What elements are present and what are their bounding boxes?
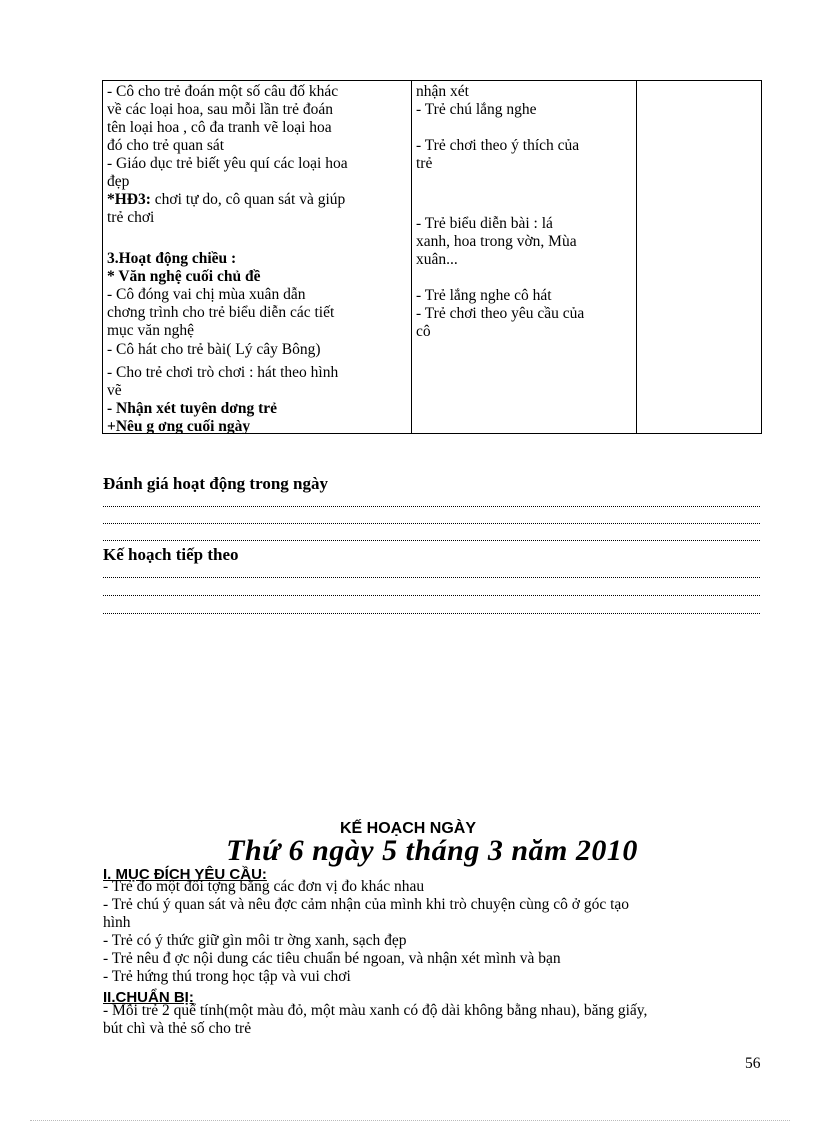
- objective-line: - Trẻ nêu đ ợc nội dung các tiêu chuẩn bé ngoan, và nhận xét mình và bạn: [103, 950, 561, 967]
- table-line: - Cô cho trẻ đoán một số câu đố khác: [107, 83, 339, 100]
- objective-line: - Trẻ đo một đối tợng bằng các đơn vị đo khác nhau: [103, 878, 425, 895]
- dotted-line: [103, 540, 760, 541]
- section-objectives-heading: I. MỤC ĐÍCH YÊU CẦU:: [103, 866, 267, 883]
- table-line: về các loại hoa, sau mỗi lần trẻ đoán: [107, 101, 333, 118]
- dotted-line: [103, 506, 760, 507]
- dotted-line: [103, 523, 760, 524]
- table-line: - Trẻ biểu diễn bài : lá: [416, 215, 553, 232]
- table-line: - Cô đóng vai chị mùa xuân dẫn: [107, 286, 306, 303]
- table-line: xuân...: [416, 251, 458, 268]
- dotted-line: [103, 595, 760, 596]
- table-line: xanh, hoa trong vờn, Mùa: [416, 233, 577, 250]
- dotted-line: [103, 613, 760, 614]
- objective-line: - Trẻ hứng thú trong học tập và vui chơi: [103, 968, 351, 985]
- evaluation-heading: Đánh giá hoạt động trong ngày: [103, 474, 328, 493]
- table-line: - Trẻ chơi theo ý thích của: [416, 137, 580, 154]
- hd3-label: *HĐ3:: [107, 191, 151, 208]
- plan-title: KẾ HOẠCH NGÀY: [339, 820, 476, 837]
- table-line: vẽ: [107, 382, 122, 399]
- plan-date: Thứ 6 ngày 5 tháng 3 năm 2010: [226, 834, 638, 867]
- dotted-line: [103, 577, 760, 578]
- table-line-clipped: +Nêu g ơng cuối ngày: [107, 418, 251, 433]
- table-line: - Nhận xét tuyên dơng trẻ: [107, 400, 278, 417]
- page-edge: [30, 1120, 790, 1121]
- table-line: trẻ: [416, 155, 433, 172]
- table-line: - Cho trẻ chơi trò chơi : hát theo hình: [107, 364, 339, 381]
- table-line: nhận xét: [416, 83, 469, 100]
- preparation-line: bút chì và thẻ số cho trẻ: [103, 1020, 252, 1037]
- hd3-text: chơi tự do, cô quan sát và giúp: [150, 191, 346, 208]
- table-line: đẹp: [107, 173, 130, 190]
- table-line: - Giáo dục trẻ biết yêu quí các loại hoa: [107, 155, 348, 172]
- next-plan-heading: Kế hoạch tiếp theo: [103, 545, 239, 564]
- table-line: mục văn nghệ: [107, 322, 194, 339]
- section-preparation-heading: II.CHUẨN BỊ:: [103, 989, 194, 1006]
- preparation-line: - Mỗi trẻ 2 quể tính(một màu đỏ, một màu xanh có độ dài không bằng nhau), băng giấy,: [103, 1002, 648, 1019]
- table-line: cô: [416, 323, 431, 340]
- objective-line: - Trẻ chú ý quan sát và nêu đợc cảm nhận của mình khi trò chuyện cùng cô ở góc tạo: [103, 896, 630, 913]
- table-line: chơng trình cho trẻ biểu diễn các tiết: [107, 304, 335, 321]
- table-line: trẻ chơi: [107, 209, 155, 226]
- objective-line: hình: [103, 914, 131, 931]
- column-divider: [636, 81, 637, 433]
- table-line-hd3: [107, 191, 345, 208]
- table-line: đó cho trẻ quan sát: [107, 137, 225, 154]
- page-number: 56: [745, 1055, 761, 1072]
- column-divider: [411, 81, 412, 433]
- table-line: - Trẻ lắng nghe cô hát: [416, 287, 552, 304]
- table-line: - Trẻ chơi theo yêu cầu của: [416, 305, 585, 322]
- art-performance-heading: * Văn nghệ cuối chủ đề: [107, 268, 261, 285]
- table-line: tên loại hoa , cô đa tranh vẽ loại hoa: [107, 119, 332, 136]
- table-line: - Trẻ chú lắng nghe: [416, 101, 537, 118]
- afternoon-activity-heading: 3.Hoạt động chiều :: [107, 250, 237, 267]
- table-line: - Cô hát cho trẻ bài( Lý cây Bông): [107, 341, 321, 358]
- objective-line: - Trẻ có ý thức giữ gìn môi tr ờng xanh, sạch đẹp: [103, 932, 407, 949]
